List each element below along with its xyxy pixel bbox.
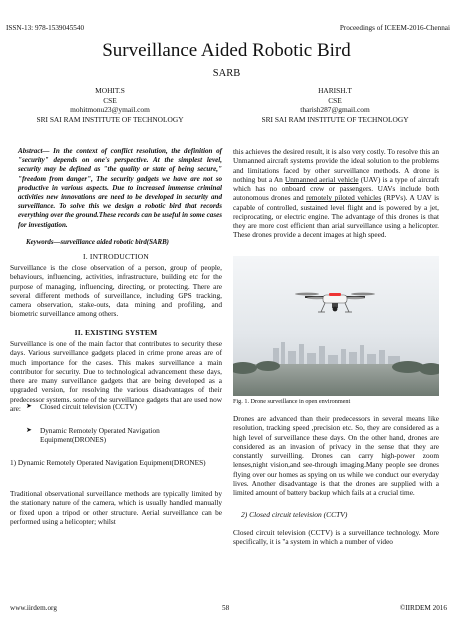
link-unmanned-aerial-vehicle[interactable]: Unmanned aerial vehicle: [284, 174, 359, 184]
traditional-methods-text: Traditional observational surveillance methods are typically limited by the stationary nature of the camera, which is usually handled manually or fixed upon a tripod or other structure. Aerial surveillance can be performed using a helicopter; whilst: [10, 489, 222, 526]
text-run: this achieves the desired result, it is also very costly. To resolve this an Unmanned aircraft systems provide the ideal solution to the problems and limitations faced by other surveillance methods. A drone is nothing but a An: [233, 147, 439, 184]
paper-subtitle: SARB: [212, 68, 241, 79]
author-name: HARISH.T: [318, 86, 352, 95]
footer-website: www.iirdem.org: [10, 604, 57, 612]
text-run: (RPVs). A UAV is capable of controlled, sustained level flight and is powered by a jet, reciprocating, or electric engine. The advantage of this drones is that they are more cost efficient than arial surveillance using a helicopter. These drones provide a decent images at high speed.: [233, 193, 439, 240]
numbered-subheading: 1) Dynamic Remotely Operated Navigation Equipment(DRONES): [10, 458, 206, 467]
abstract-lead: Abstract—: [18, 147, 50, 155]
figure-caption: Fig. 1. Drone surveillance in open environment: [233, 398, 351, 405]
cctv-text: Closed circuit television (CCTV) is a surveillance technology. More specifically, it is "a system in which a number of video: [233, 528, 439, 547]
section-heading-introduction: I. INTRODUCTION: [83, 252, 149, 261]
drone-disadvantages-text: Drones are advanced than their predecessors in several means like resolution, tracking speed ,precision etc. So, they are considered as a high level of surveillance these days. On the other hand, drones are considered as an invasion of privacy in the sense that they are constantly surveilling. Drones can carry high-power zoom lenses,night vision,and see-through imaging.Many people see drones flying over our homes as spying on us while we conduct our everyday lives. Another disadvantage is that the drones are supplied with a limited amount of battery backup which fails at a crucial time.: [233, 414, 439, 497]
header-proceedings: Proceedings of ICEEM-2016-Chennai: [339, 24, 450, 32]
link-remotely-piloted-vehicles[interactable]: remotely piloted vehicles: [306, 193, 382, 203]
author-institute: SRI SAI RAM INSTITUTE OF TECHNOLOGY: [36, 114, 184, 124]
bullet-item: [26, 426, 220, 445]
author-institute: SRI SAI RAM INSTITUTE OF TECHNOLOGY: [261, 114, 409, 124]
author-name: MOHIT.S: [95, 86, 125, 95]
author-block-1: [10, 86, 210, 124]
subsection-heading-cctv: 2) Closed circuit television (CCTV): [241, 510, 348, 519]
footer-copyright: ©IIRDEM 2016: [399, 604, 447, 612]
author-block-2: [235, 86, 435, 124]
drone-description-text: [233, 147, 439, 240]
keywords: Keywords—surveillance aided robotic bird(SARB): [26, 239, 169, 246]
arrow-bullet-icon: ➤: [26, 426, 32, 434]
text-run: (UAV) is a type of aircraft which has no onboard crew or passengers. UAVs include both autonomous drones and: [233, 174, 440, 203]
bullet-text: Closed circuit television (CCTV): [40, 402, 138, 411]
footer-page-number: 58: [222, 604, 230, 612]
paper-title: Surveillance Aided Robotic Bird: [102, 40, 351, 61]
abstract-text: In the context of conflict resolution, the definition of "security" depends on one's perspective. At the simplest level, security may be defined as "the quality or state of being secure," "freedom from danger", The security gadgets we have are not so productive in various aspects. Due to increased immense criminal activities new innovations are need to be developed in security and surveillance. To solve this we design a robotic bird that records everything over the ground.These records can be useful in some cases for investigation.: [18, 147, 222, 229]
section-heading-existing-system: II. EXISTING SYSTEM: [74, 328, 158, 337]
author-dept: CSE: [328, 95, 342, 105]
bullet-item: [26, 402, 220, 411]
arrow-bullet-icon: ➤: [26, 402, 32, 410]
header-issn: ISSN-13: 978-1539045540: [6, 24, 85, 32]
abstract: [18, 147, 222, 230]
author-email: tharish287@gmail.com: [300, 105, 370, 115]
author-dept: CSE: [103, 95, 117, 105]
figure-drone-image: [233, 256, 439, 396]
introduction-text: Surveillance is the close observation of a person, group of people, behaviours, influencing, activities, infrastructure, building etc for the purpose of managing, influencing, directing, or protecting. There are several different methods of surveillance, including GPS tracking, camera observation, stake-outs, data mining and profiling, and biometric surveillance among others.: [10, 263, 222, 319]
author-email: mohitmonu23@ymail.com: [70, 105, 150, 115]
bullet-text: Dynamic Remotely Operated Navigation Equipment(DRONES): [40, 426, 160, 445]
existing-system-text: Surveillance is one of the main factor that contributes to security these days. Various surveillance gadgets placed in crime prone areas are of much importance for the cases. This makes surveillance a main contributor for security. Due to technological advancement these days, there are many surveillance gadgets that are being developed as a upgraded version, for resolving the various disadvantages of their predecessor systems. some of the surveillance gadgets that are used now are:: [10, 339, 222, 413]
